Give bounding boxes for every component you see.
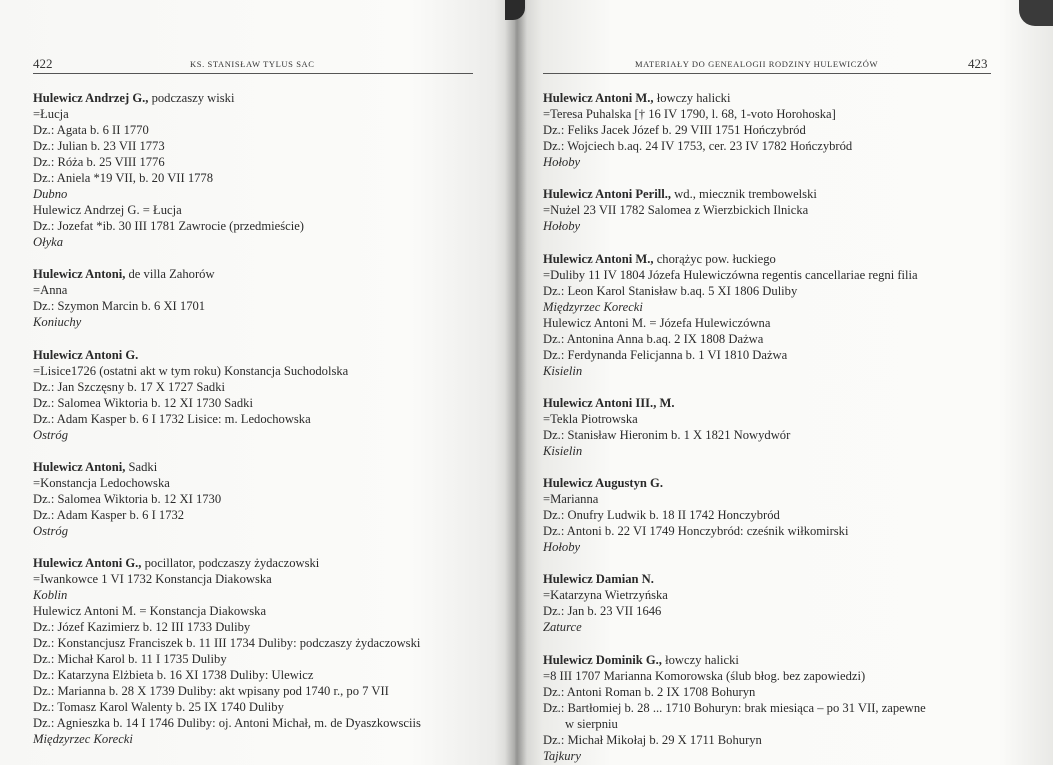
record-line: Dz.: Antoni b. 22 VI 1749 Honczybród: cześnik wiłkomirski xyxy=(543,524,849,539)
genealogy-entry xyxy=(543,652,1021,764)
record-line: =Katarzyna Wietrzyńska xyxy=(543,588,668,603)
entry-heading xyxy=(543,652,1021,668)
record-line: =Marianna xyxy=(543,492,599,507)
record-line: Dz.: Feliks Jacek Józef b. 29 VIII 1751 Hończybród xyxy=(543,123,806,137)
entry-heading xyxy=(543,90,1021,106)
entry-person-name: Hulewicz Antoni III., M. xyxy=(543,395,675,410)
parish-name: Ostróg xyxy=(33,427,68,442)
entry-heading xyxy=(33,90,503,106)
record-line: Dz.: Józef Kazimierz b. 12 III 1733 Duliby xyxy=(33,620,251,635)
entry-person-name: Hulewicz Damian N. xyxy=(543,572,654,587)
record-line: Dz.: Salomea Wiktoria b. 12 XI 1730 Sadki xyxy=(33,395,253,410)
entries-column xyxy=(33,90,503,763)
parish-name: Koniuchy xyxy=(33,315,82,330)
entry-person-name: Hulewicz Antoni G. xyxy=(33,347,139,362)
record-line: Dz.: Marianna b. 28 X 1739 Duliby: akt wpisany pod 1740 r., po 7 VII xyxy=(33,684,389,699)
parish-name: Hołoby xyxy=(543,540,581,555)
record-line: Dz.: Jozefat *ib. 30 III 1781 Zawrocie (przedmieście) xyxy=(33,219,304,233)
record-line: Dz.: Tomasz Karol Walenty b. 25 IX 1740 Duliby xyxy=(33,700,284,715)
record-line: Hulewicz Antoni M. = Józefa Hulewiczówna xyxy=(543,315,771,330)
record-line: Dz.: Bartłomiej b. 28 ... 1710 Bohuryn: brak miesiąca – po 31 VII, zapewne xyxy=(543,700,926,715)
record-line: Dz.: Jan b. 23 VII 1646 xyxy=(543,604,662,619)
entry-heading xyxy=(543,251,1021,267)
entry-person-title: podczaszy wiski xyxy=(148,91,235,105)
record-line: =Duliby 11 IV 1804 Józefa Hulewiczówna regentis cancellariae regni filia xyxy=(543,267,918,282)
entry-person-title: łowczy halicki xyxy=(661,652,739,667)
parish-name: Dubno xyxy=(33,187,68,201)
genealogy-entry xyxy=(543,395,1021,459)
genealogy-entry xyxy=(543,251,1021,379)
entry-person-title: de villa Zahorów xyxy=(125,267,215,282)
record-line: =Tekla Piotrowska xyxy=(543,411,638,426)
record-line: Dz.: Ferdynanda Felicjanna b. 1 VI 1810 Dażwa xyxy=(543,347,788,362)
genealogy-entry xyxy=(33,347,503,443)
header-rule xyxy=(33,73,473,74)
genealogy-entry xyxy=(33,90,503,250)
entry-heading xyxy=(543,395,1021,411)
genealogy-entry xyxy=(33,266,503,330)
genealogy-entry xyxy=(33,459,503,539)
parish-name: Kisielin xyxy=(543,443,583,458)
record-line: Dz.: Konstancjusz Franciszek b. 11 III 1734 Duliby: podczaszy żydaczowski xyxy=(33,636,421,651)
entry-person-title: łowczy halicki xyxy=(653,91,731,105)
entry-person-title: pocillator, podczaszy żydaczowski xyxy=(141,556,320,571)
entry-person-name: Hulewicz Antoni M., xyxy=(543,91,654,105)
right-page xyxy=(515,0,1053,765)
entry-person-name: Hulewicz Augustyn G. xyxy=(543,476,664,491)
record-line: Dz.: Onufry Ludwik b. 18 II 1742 Honczybród xyxy=(543,508,780,523)
record-line: Dz.: Adam Kasper b. 6 I 1732 xyxy=(33,507,185,522)
genealogy-entry xyxy=(543,186,1021,234)
entry-person-name: Hulewicz Antoni M., xyxy=(543,251,654,266)
record-line: =Anna xyxy=(33,283,68,298)
entry-heading xyxy=(33,459,503,475)
parish-name: Ołyka xyxy=(33,235,64,249)
parish-name: Tajkury xyxy=(543,748,582,763)
genealogy-entry xyxy=(543,90,1021,170)
entry-person-name: Hulewicz Antoni, xyxy=(33,459,126,474)
record-line: Dz.: Stanisław Hieronim b. 1 X 1821 Nowydwór xyxy=(543,427,791,442)
entries-column xyxy=(543,90,1021,765)
parish-name: Kisielin xyxy=(543,363,583,378)
record-line: =Iwankowce 1 VI 1732 Konstancja Diakowska xyxy=(33,572,272,587)
entry-person-title: chorążyc pow. łuckiego xyxy=(653,251,776,266)
parish-name: Ostróg xyxy=(33,523,68,538)
record-line: Dz.: Antoni Roman b. 2 IX 1708 Bohuryn xyxy=(543,684,756,699)
record-line: Dz.: Salomea Wiktoria b. 12 XI 1730 xyxy=(33,491,222,506)
record-line: Dz.: Agata b. 6 II 1770 xyxy=(33,123,149,137)
entry-heading xyxy=(543,571,1021,587)
scan-corner xyxy=(1019,0,1053,26)
entry-heading xyxy=(33,347,503,363)
record-line: Dz.: Antonina Anna b.aq. 2 IX 1808 Dażwa xyxy=(543,331,764,346)
entry-person-name: Hulewicz Dominik G., xyxy=(543,652,662,667)
record-line: Dz.: Szymon Marcin b. 6 XI 1701 xyxy=(33,299,206,314)
entry-person-name: Hulewicz Antoni, xyxy=(33,267,126,282)
entry-heading xyxy=(543,475,1021,491)
record-line: Dz.: Jan Szczęsny b. 17 X 1727 Sadki xyxy=(33,379,226,394)
entry-heading xyxy=(33,266,503,282)
record-line: Hulewicz Andrzej G. = Łucja xyxy=(33,203,182,217)
record-line: =Lisice1726 (ostatni akt w tym roku) Konstancja Suchodolska xyxy=(33,363,349,378)
record-line: =Teresa Puhalska [† 16 IV 1790, l. 68, 1-voto Horohoska] xyxy=(543,107,836,121)
record-line: =Łucja xyxy=(33,107,69,121)
record-line: w sierpniu xyxy=(565,716,618,731)
record-line: Dz.: Michał Mikołaj b. 29 X 1711 Bohuryn xyxy=(543,732,762,747)
parish-name: Hołoby xyxy=(543,219,581,234)
record-line: Dz.: Aniela *19 VII, b. 20 VII 1778 xyxy=(33,171,214,185)
book-gutter-shadow xyxy=(505,0,527,765)
genealogy-entry xyxy=(33,555,503,747)
record-line: Dz.: Róża b. 25 VIII 1776 xyxy=(33,155,165,169)
running-head: MATERIAŁY DO GENEALOGII RODZINY HULEWICZÓW xyxy=(635,59,879,69)
parish-name: Hołoby xyxy=(543,155,581,169)
record-line: =Konstancja Ledochowska xyxy=(33,475,170,490)
parish-name: Koblin xyxy=(33,588,68,603)
record-line: Dz.: Agnieszka b. 14 I 1746 Duliby: oj. Antoni Michał, m. de Dyaszkowsciis xyxy=(33,716,421,731)
entry-heading xyxy=(33,555,503,571)
entry-person-title: Sadki xyxy=(125,459,158,474)
entry-person-title: wd., miecznik trembowelski xyxy=(671,187,817,202)
entry-heading xyxy=(543,186,1021,202)
page-number: 422 xyxy=(33,56,53,71)
parish-name: Międzyrzec Korecki xyxy=(543,299,643,314)
record-line: Dz.: Wojciech b.aq. 24 IV 1753, cer. 23 IV 1782 Hończybród xyxy=(543,139,853,153)
genealogy-entry xyxy=(543,475,1021,555)
parish-name: Zaturce xyxy=(543,620,582,635)
record-line: Dz.: Katarzyna Elżbieta b. 16 XI 1738 Duliby: Ulewicz xyxy=(33,668,314,683)
record-line: Dz.: Leon Karol Stanisław b.aq. 5 XI 1806 Duliby xyxy=(543,283,798,298)
record-line: =8 III 1707 Marianna Komorowska (ślub błog. bez zapowiedzi) xyxy=(543,668,866,683)
record-line: Dz.: Julian b. 23 VII 1773 xyxy=(33,139,165,153)
header-rule xyxy=(543,73,991,74)
genealogy-entry xyxy=(543,571,1021,635)
record-line: =Nużel 23 VII 1782 Salomea z Wierzbickich Ilnicka xyxy=(543,203,809,218)
record-line: Dz.: Adam Kasper b. 6 I 1732 Lisice: m. Ledochowska xyxy=(33,411,311,426)
record-line: Hulewicz Antoni M. = Konstancja Diakowska xyxy=(33,604,267,619)
entry-person-name: Hulewicz Antoni G., xyxy=(33,556,142,571)
page-number: 423 xyxy=(968,56,988,71)
entry-person-name: Hulewicz Andrzej G., xyxy=(33,91,149,105)
entry-person-name: Hulewicz Antoni Perill., xyxy=(543,187,672,202)
parish-name: Międzyrzec Korecki xyxy=(33,732,133,747)
running-head: KS. STANISŁAW TYLUS SAC xyxy=(190,59,315,69)
record-line: Dz.: Michał Karol b. 11 I 1735 Duliby xyxy=(33,652,227,667)
left-page xyxy=(0,0,515,765)
